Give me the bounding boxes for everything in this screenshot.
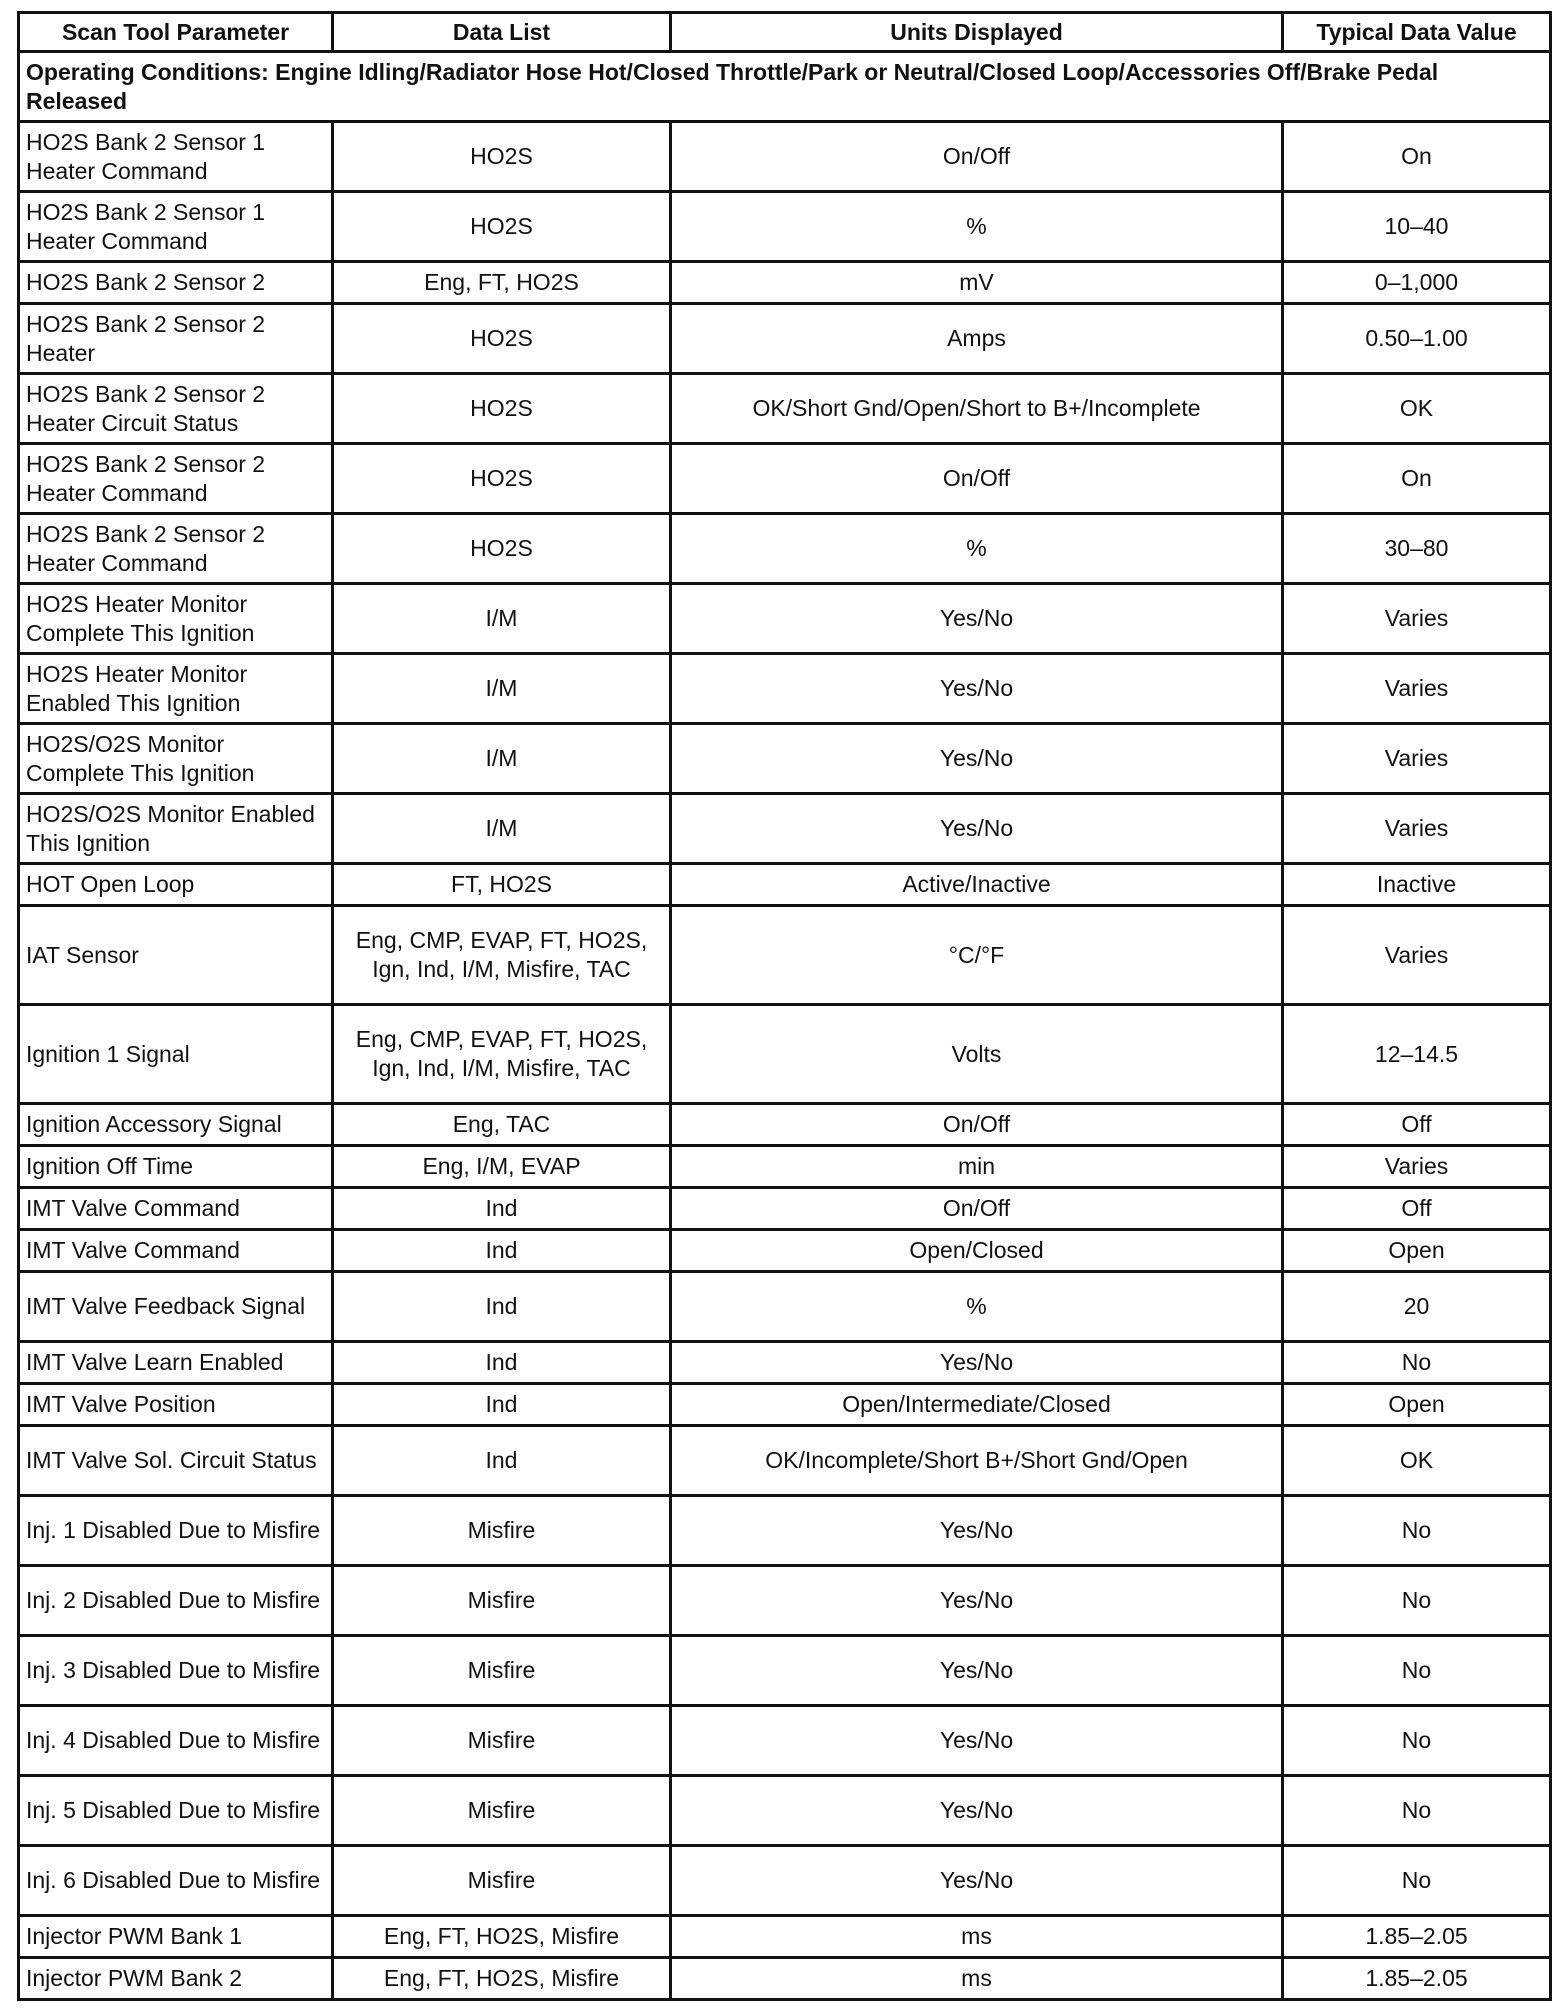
table-row xyxy=(19,724,1551,794)
data-list-cell: HO2S xyxy=(333,514,671,584)
parameter-cell: HO2S Bank 2 Sensor 2 Heater Circuit Status xyxy=(19,374,333,444)
typical-value-cell: On xyxy=(1283,122,1551,192)
units-cell: Yes/No xyxy=(671,1566,1283,1636)
typical-value-cell: Varies xyxy=(1283,584,1551,654)
data-list-cell: HO2S xyxy=(333,304,671,374)
parameter-cell: IMT Valve Feedback Signal xyxy=(19,1272,333,1342)
parameter-cell: HO2S Bank 2 Sensor 2 Heater Command xyxy=(19,444,333,514)
parameter-cell: Ignition Accessory Signal xyxy=(19,1104,333,1146)
parameter-cell: HOT Open Loop xyxy=(19,864,333,906)
units-cell: Yes/No xyxy=(671,1706,1283,1776)
typical-value-cell: 1.85–2.05 xyxy=(1283,1958,1551,2000)
parameter-cell: Injector PWM Bank 1 xyxy=(19,1916,333,1958)
parameter-cell: Inj. 6 Disabled Due to Misfire xyxy=(19,1846,333,1916)
units-cell: Yes/No xyxy=(671,1846,1283,1916)
typical-value-cell: 12–14.5 xyxy=(1283,1005,1551,1104)
typical-value-cell: No xyxy=(1283,1342,1551,1384)
table-row xyxy=(19,1636,1551,1706)
data-list-cell: HO2S xyxy=(333,444,671,514)
typical-value-cell: 20 xyxy=(1283,1272,1551,1342)
table-row xyxy=(19,122,1551,192)
data-list-cell: Eng, TAC xyxy=(333,1104,671,1146)
units-cell: On/Off xyxy=(671,1104,1283,1146)
data-list-cell: Eng, CMP, EVAP, FT, HO2S, Ign, Ind, I/M, Misfire, TAC xyxy=(333,1005,671,1104)
parameter-cell: IMT Valve Sol. Circuit Status xyxy=(19,1426,333,1496)
parameter-cell: HO2S Heater Monitor Enabled This Ignition xyxy=(19,654,333,724)
units-cell: Yes/No xyxy=(671,1342,1283,1384)
data-list-cell: Ind xyxy=(333,1342,671,1384)
units-cell: ms xyxy=(671,1958,1283,2000)
units-cell: Open/Intermediate/Closed xyxy=(671,1384,1283,1426)
header-data-list: Data List xyxy=(333,13,671,52)
header-row xyxy=(19,13,1551,52)
parameter-cell: Inj. 5 Disabled Due to Misfire xyxy=(19,1776,333,1846)
units-cell: Volts xyxy=(671,1005,1283,1104)
parameter-cell: Inj. 3 Disabled Due to Misfire xyxy=(19,1636,333,1706)
data-list-cell: Ind xyxy=(333,1272,671,1342)
data-list-cell: HO2S xyxy=(333,192,671,262)
typical-value-cell: Open xyxy=(1283,1230,1551,1272)
typical-value-cell: Varies xyxy=(1283,724,1551,794)
units-cell: % xyxy=(671,192,1283,262)
table-row xyxy=(19,864,1551,906)
parameter-cell: HO2S Bank 2 Sensor 1 Heater Command xyxy=(19,192,333,262)
parameter-cell: IMT Valve Command xyxy=(19,1230,333,1272)
data-list-cell: I/M xyxy=(333,724,671,794)
units-cell: °C/°F xyxy=(671,906,1283,1005)
table-row xyxy=(19,654,1551,724)
table-row xyxy=(19,1230,1551,1272)
typical-value-cell: Open xyxy=(1283,1384,1551,1426)
table-body xyxy=(19,52,1551,2000)
table-row xyxy=(19,444,1551,514)
table-row xyxy=(19,1005,1551,1104)
data-list-cell: I/M xyxy=(333,584,671,654)
table-row xyxy=(19,304,1551,374)
typical-value-cell: No xyxy=(1283,1706,1551,1776)
table-row xyxy=(19,1426,1551,1496)
table-row xyxy=(19,1776,1551,1846)
table-row xyxy=(19,1566,1551,1636)
parameter-cell: Inj. 2 Disabled Due to Misfire xyxy=(19,1566,333,1636)
parameter-cell: Injector PWM Bank 2 xyxy=(19,1958,333,2000)
typical-value-cell: OK xyxy=(1283,1426,1551,1496)
scan-tool-data-table xyxy=(17,11,1552,2001)
units-cell: Open/Closed xyxy=(671,1230,1283,1272)
typical-value-cell: Inactive xyxy=(1283,864,1551,906)
units-cell: On/Off xyxy=(671,444,1283,514)
units-cell: Yes/No xyxy=(671,1776,1283,1846)
data-list-cell: Ind xyxy=(333,1426,671,1496)
typical-value-cell: Off xyxy=(1283,1188,1551,1230)
units-cell: On/Off xyxy=(671,1188,1283,1230)
parameter-cell: HO2S Bank 2 Sensor 2 xyxy=(19,262,333,304)
table-row xyxy=(19,1958,1551,2000)
typical-value-cell: OK xyxy=(1283,374,1551,444)
data-list-cell: Misfire xyxy=(333,1496,671,1566)
typical-value-cell: 0–1,000 xyxy=(1283,262,1551,304)
typical-value-cell: No xyxy=(1283,1496,1551,1566)
data-list-cell: Ind xyxy=(333,1384,671,1426)
data-list-cell: I/M xyxy=(333,794,671,864)
table-row xyxy=(19,1846,1551,1916)
typical-value-cell: 0.50–1.00 xyxy=(1283,304,1551,374)
data-list-cell: Misfire xyxy=(333,1566,671,1636)
typical-value-cell: 1.85–2.05 xyxy=(1283,1916,1551,1958)
table-row xyxy=(19,1272,1551,1342)
data-list-cell: Eng, FT, HO2S, Misfire xyxy=(333,1916,671,1958)
units-cell: OK/Short Gnd/Open/Short to B+/Incomplete xyxy=(671,374,1283,444)
typical-value-cell: Varies xyxy=(1283,1146,1551,1188)
parameter-cell: Inj. 1 Disabled Due to Misfire xyxy=(19,1496,333,1566)
parameter-cell: Ignition Off Time xyxy=(19,1146,333,1188)
data-list-cell: Misfire xyxy=(333,1846,671,1916)
table-row xyxy=(19,262,1551,304)
data-list-cell: Misfire xyxy=(333,1776,671,1846)
header-scan-tool-parameter: Scan Tool Parameter xyxy=(19,13,333,52)
typical-value-cell: Varies xyxy=(1283,654,1551,724)
parameter-cell: IMT Valve Learn Enabled xyxy=(19,1342,333,1384)
typical-value-cell: 30–80 xyxy=(1283,514,1551,584)
parameter-cell: HO2S Bank 2 Sensor 2 Heater Command xyxy=(19,514,333,584)
units-cell: % xyxy=(671,1272,1283,1342)
data-list-cell: Ind xyxy=(333,1188,671,1230)
units-cell: Yes/No xyxy=(671,584,1283,654)
data-list-cell: Ind xyxy=(333,1230,671,1272)
operating-conditions: Operating Conditions: Engine Idling/Radiator Hose Hot/Closed Throttle/Park or Neutral/Closed Loop/Accessories Off/Brake Pedal Released xyxy=(19,52,1551,122)
typical-value-cell: Varies xyxy=(1283,794,1551,864)
parameter-cell: HO2S Bank 2 Sensor 1 Heater Command xyxy=(19,122,333,192)
parameter-cell: Inj. 4 Disabled Due to Misfire xyxy=(19,1706,333,1776)
units-cell: Yes/No xyxy=(671,654,1283,724)
typical-value-cell: 10–40 xyxy=(1283,192,1551,262)
units-cell: OK/Incomplete/Short B+/Short Gnd/Open xyxy=(671,1426,1283,1496)
parameter-cell: IMT Valve Command xyxy=(19,1188,333,1230)
operating-conditions-row xyxy=(19,52,1551,122)
parameter-cell: HO2S Bank 2 Sensor 2 Heater xyxy=(19,304,333,374)
units-cell: min xyxy=(671,1146,1283,1188)
table-row xyxy=(19,374,1551,444)
data-list-cell: Eng, FT, HO2S, Misfire xyxy=(333,1958,671,2000)
header-units-displayed: Units Displayed xyxy=(671,13,1283,52)
parameter-cell: IAT Sensor xyxy=(19,906,333,1005)
typical-value-cell: On xyxy=(1283,444,1551,514)
units-cell: Yes/No xyxy=(671,1496,1283,1566)
table-row xyxy=(19,1104,1551,1146)
table-row xyxy=(19,1706,1551,1776)
table-row xyxy=(19,1342,1551,1384)
units-cell: Yes/No xyxy=(671,794,1283,864)
typical-value-cell: No xyxy=(1283,1776,1551,1846)
table-row xyxy=(19,794,1551,864)
data-list-cell: Misfire xyxy=(333,1636,671,1706)
typical-value-cell: No xyxy=(1283,1636,1551,1706)
table-row xyxy=(19,906,1551,1005)
data-list-cell: Eng, FT, HO2S xyxy=(333,262,671,304)
units-cell: Yes/No xyxy=(671,1636,1283,1706)
units-cell: Yes/No xyxy=(671,724,1283,794)
table-row xyxy=(19,514,1551,584)
parameter-cell: HO2S/O2S Monitor Enabled This Ignition xyxy=(19,794,333,864)
units-cell: % xyxy=(671,514,1283,584)
header-typical-data-value: Typical Data Value xyxy=(1283,13,1551,52)
data-list-cell: Eng, CMP, EVAP, FT, HO2S, Ign, Ind, I/M, Misfire, TAC xyxy=(333,906,671,1005)
data-list-cell: Eng, I/M, EVAP xyxy=(333,1146,671,1188)
typical-value-cell: No xyxy=(1283,1846,1551,1916)
table-row xyxy=(19,1146,1551,1188)
typical-value-cell: Off xyxy=(1283,1104,1551,1146)
parameter-cell: HO2S Heater Monitor Complete This Ignition xyxy=(19,584,333,654)
table-row xyxy=(19,1384,1551,1426)
units-cell: Active/Inactive xyxy=(671,864,1283,906)
table-row xyxy=(19,192,1551,262)
table-row xyxy=(19,584,1551,654)
typical-value-cell: No xyxy=(1283,1566,1551,1636)
data-list-cell: FT, HO2S xyxy=(333,864,671,906)
table-row xyxy=(19,1188,1551,1230)
typical-value-cell: Varies xyxy=(1283,906,1551,1005)
units-cell: On/Off xyxy=(671,122,1283,192)
data-list-cell: HO2S xyxy=(333,122,671,192)
data-list-cell: I/M xyxy=(333,654,671,724)
parameter-cell: Ignition 1 Signal xyxy=(19,1005,333,1104)
parameter-cell: IMT Valve Position xyxy=(19,1384,333,1426)
table-row xyxy=(19,1496,1551,1566)
units-cell: ms xyxy=(671,1916,1283,1958)
parameter-cell: HO2S/O2S Monitor Complete This Ignition xyxy=(19,724,333,794)
data-list-cell: HO2S xyxy=(333,374,671,444)
table-row xyxy=(19,1916,1551,1958)
units-cell: mV xyxy=(671,262,1283,304)
units-cell: Amps xyxy=(671,304,1283,374)
data-list-cell: Misfire xyxy=(333,1706,671,1776)
